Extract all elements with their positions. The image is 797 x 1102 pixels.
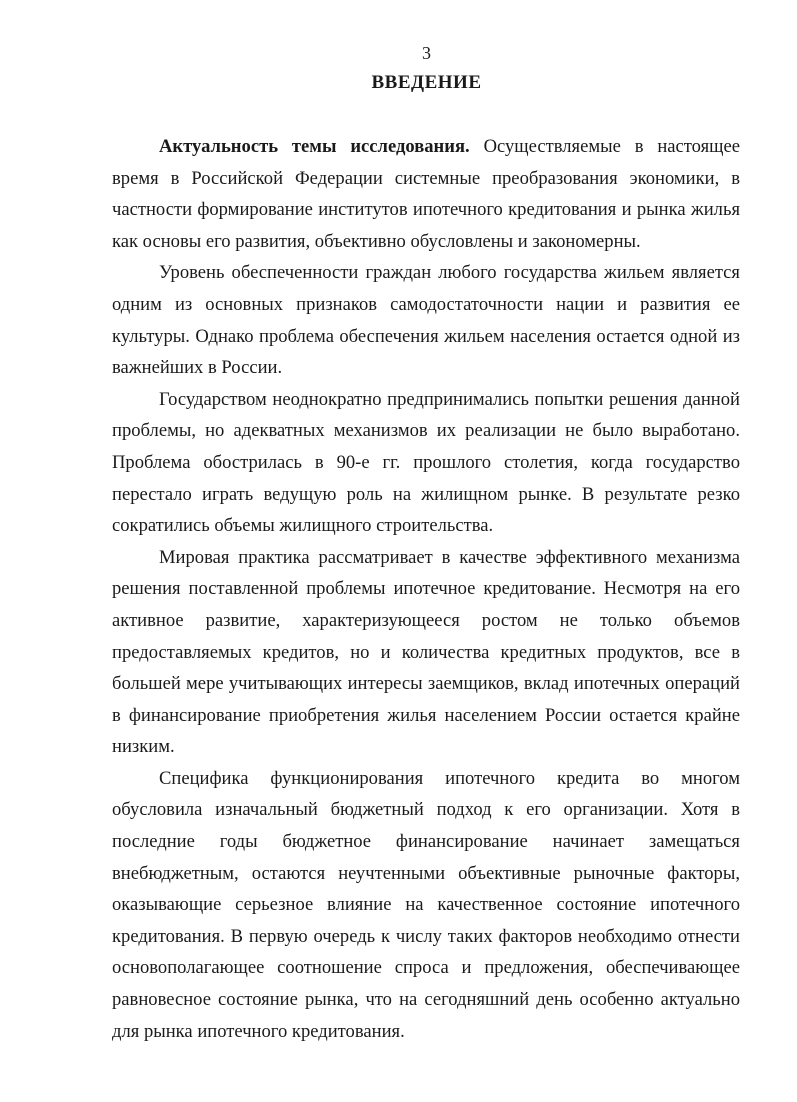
paragraph-3 [112, 384, 740, 542]
paragraph-text: Государством неоднократно предпринимались попытки решения данной проблемы, но адекватных механизмов их реализации не было выработано. Проблема обострилась в 90-е гг. прошлого столетия, когда государство перестало играть ведущую роль на жилищном рынке. В результате резко сократились объемы жилищного строительства. [112, 388, 740, 537]
paragraph-5 [112, 763, 740, 1047]
page-heading: ВВЕДЕНИЕ [371, 72, 482, 93]
paragraph-1 [112, 131, 740, 257]
body-text [112, 131, 740, 1047]
paragraph-text: Уровень обеспеченности граждан любого государства жильем является одним из основных признаков самодостаточности нации и развития ее культуры. Однако проблема обеспечения жильем населения остается одной из важнейших в России. [112, 262, 740, 379]
paragraph-lead: Актуальность темы исследования. [159, 136, 470, 157]
paragraph-text: Осуществляемые в настоящее время в Российской Федерации системные преобразования экономики, в частности формирование институтов ипотечного кредитования и рынка жилья как основы его развития, объективно обусловлены и закономерны. [112, 136, 740, 252]
paragraph-4 [112, 542, 740, 763]
paragraph-2 [112, 257, 740, 383]
paragraph-text: Мировая практика рассматривает в качестве эффективного механизма решения поставленной проблемы ипотечное кредитование. Несмотря на его активное развитие, характеризующееся ростом не только объемов предоставляемых кредитов, но и количества кредитных продуктов, все в большей мере учитывающих интересы заемщиков, вклад ипотечных операций в финансирование приобретения жилья населением России остается крайне низким. [112, 546, 740, 758]
page-number: 3 [422, 43, 431, 63]
paragraph-text: Специфика функционирования ипотечного кредита во многом обусловила изначальный бюджетный подход к его организации. Хотя в последние годы бюджетное финансирование начинает замещаться внебюджетным, остаются неучтенными объективные рыночные факторы, оказывающие серьезное влияние на качественное состояние ипотечного кредитования. В первую очередь к числу таких факторов необходимо отнести основополагающее соотношение спроса и предложения, обеспечивающее равновесное состояние рынка, что на сегодняшний день особенно актуально для рынка ипотечного кредитования. [112, 767, 740, 1042]
